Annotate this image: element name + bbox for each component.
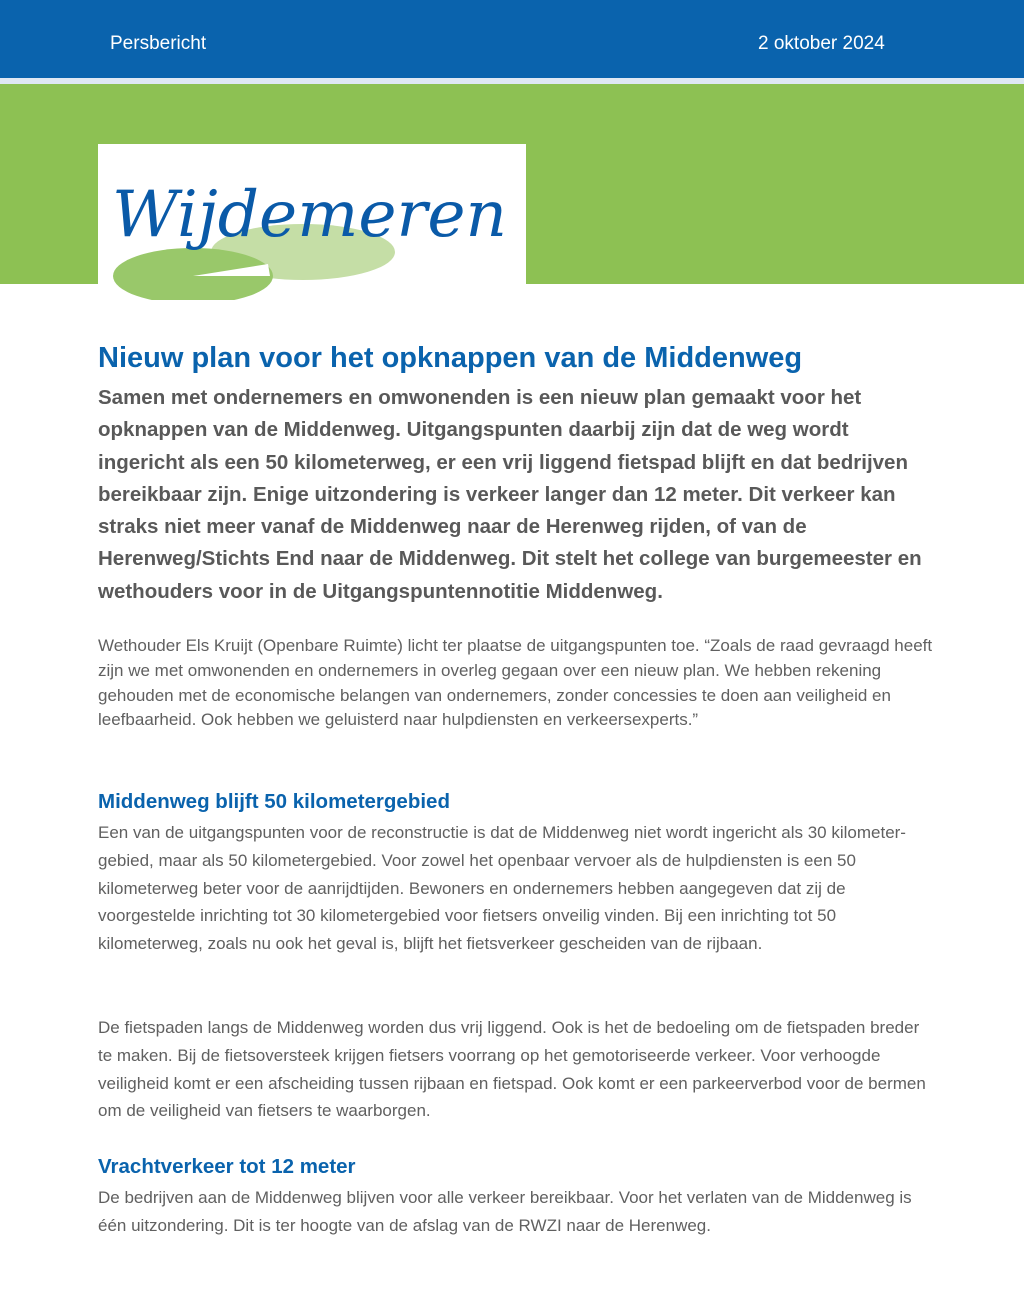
paragraph-vrachtverkeer: De bedrijven aan de Middenweg blijven voor alle verkeer bereikbaar. Voor het verlaten van de Middenweg is één uitzondering. Dit is ter hoogte van de afslag van de RWZI naar de Herenweg. (98, 1188, 912, 1235)
paragraph-50-km: Een van de uitgangspunten voor de reconstructie is dat de Middenweg niet wordt ingericht als 30 kilometer-gebied, maar als 50 kilometergebied. Voor zowel het openbaar vervoer als de hulpdiensten is een 50 kilometerweg beter voor de aanrijdtijden. Bewoners en ondernemers hebben aangegeven dat zij de voorgestelde inrichting tot 30 kilometergebied voor fietsers onveilig vinden. Bij een inrichting tot 50 kilometerweg, zoals nu ook het geval is, blijft het fietsverkeer gescheiden van de rijbaan. (98, 823, 906, 954)
logo-graphic (98, 144, 526, 300)
wijdemeren-logo (98, 144, 526, 300)
publication-date: 2 oktober 2024 (758, 33, 885, 54)
article-title: Nieuw plan voor het opknappen van de Middenweg (98, 342, 803, 374)
paragraph-fietspaden: De fietspaden langs de Middenweg worden dus vrij liggend. Ook is het de bedoeling om de fietspaden breder te maken. Bij de fietsoversteek krijgen fietsers voorrang op het gemotoriseerde verkeer. Voor verhoogde veiligheid komt er een afscheiding tussen rijbaan en fietspad. Ook komt er een parkeerverbod voor de bermen om de veiligheid van fietsers te waarborgen. (98, 1018, 926, 1121)
paragraph-quote: Wethouder Els Kruijt (Openbare Ruimte) licht ter plaatse de uitgangspunten toe. “Zoals de raad gevraagd heeft zijn we met omwonenden en ondernemers in overleg gegaan over een nieuw plan. We hebben rekening gehouden met de economische belangen van ondernemers, zonder concessies te doen aan veiligheid en leefbaarheid. Ook hebben we geluisterd naar hulpdiensten en verkeersexperts.” (98, 636, 933, 730)
section-heading-vrachtverkeer: Vrachtverkeer tot 12 meter (98, 1155, 356, 1178)
article-lead: Samen met ondernemers en omwonenden is een nieuw plan gemaakt voor het opknappen van de Middenweg. Uitgangspunten daarbij zijn dat de weg wordt ingericht als een 50 kilometerweg, er een vrij liggend fietspad blijft en dat bedrijven bereikbaar zijn. Enige uitzondering is verkeer langer dan 12 meter. Dit verkeer kan straks niet meer vanaf de Middenweg naar de Herenweg rijden, of van de Herenweg/Stichts End naar de Middenweg. Dit stelt het college van burgemeester en wethouders voor in de Uitgangspuntennotitie Middenweg. (98, 386, 922, 603)
document-type-label: Persbericht (110, 33, 207, 54)
section-heading-50-km: Middenweg blijft 50 kilometergebied (98, 790, 450, 813)
header-bar (0, 0, 1024, 78)
logo-wordmark: Wijdemeren (112, 178, 507, 252)
